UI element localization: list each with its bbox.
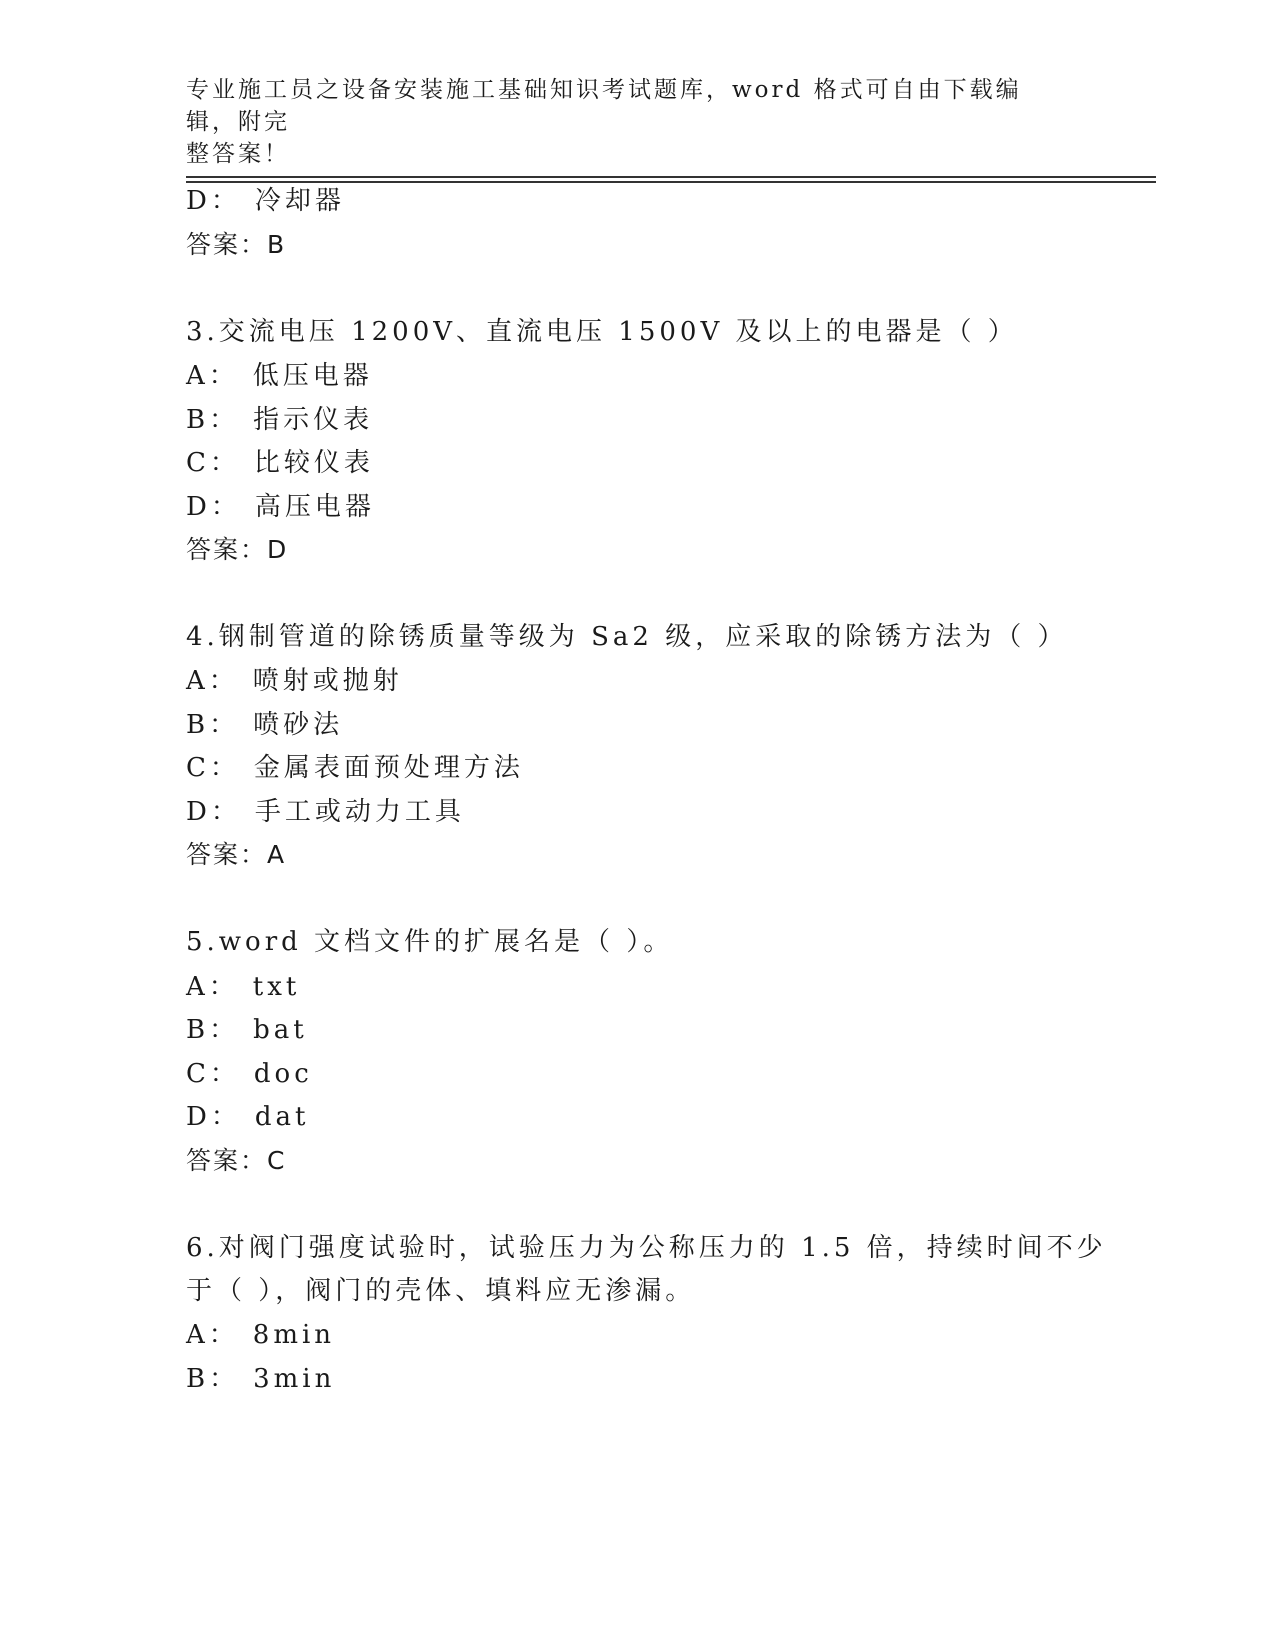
option-text: 高压电器	[254, 492, 375, 522]
q6-question-line-2: 于（ ），阀门的壳体、填料应无渗漏。	[186, 1276, 696, 1306]
q3-question: 3.交流电压 1200V、直流电压 1500V 及以上的电器是（ ）	[186, 317, 1018, 347]
option-letter: B：	[186, 1015, 240, 1045]
q3-option-c	[186, 446, 374, 480]
document-header	[186, 74, 1066, 170]
q6-question-line-1: 6.对阀门强度试验时，试验压力为公称压力的 1.5 倍，持续时间不少	[186, 1233, 1107, 1263]
option-letter: A：	[186, 972, 239, 1002]
q5-option-d	[186, 1100, 309, 1134]
option-text: 金属表面预处理方法	[253, 753, 524, 783]
header-divider-bottom	[186, 181, 1156, 183]
q5-option-b	[186, 1013, 308, 1047]
q2-option-d	[186, 184, 345, 218]
option-text: 比较仪表	[253, 448, 374, 478]
q4-answer: 答案：A	[186, 840, 287, 869]
q4-option-b	[186, 708, 343, 742]
q4-option-c	[186, 751, 524, 785]
option-text: 8min	[252, 1320, 336, 1350]
q4-option-d	[186, 795, 465, 829]
option-text: 喷砂法	[253, 710, 344, 740]
q6-option-a	[186, 1318, 335, 1352]
option-letter: A：	[186, 361, 239, 391]
option-letter: A：	[186, 666, 239, 696]
option-letter: D：	[186, 1102, 241, 1132]
option-text: dat	[254, 1102, 310, 1132]
option-text: 冷却器	[254, 186, 345, 216]
option-letter: B：	[186, 1364, 240, 1394]
option-text: 3min	[253, 1364, 336, 1394]
option-text: 指示仪表	[253, 405, 374, 435]
header-line-2: 整答案！	[186, 141, 290, 167]
q5-option-c	[186, 1057, 313, 1091]
option-text: bat	[253, 1015, 308, 1045]
option-letter: D：	[186, 186, 241, 216]
option-text: 喷射或抛射	[252, 666, 403, 696]
option-text: txt	[252, 972, 301, 1002]
option-letter: A：	[186, 1320, 239, 1350]
option-text: 低压电器	[252, 361, 373, 391]
header-divider-top	[186, 176, 1156, 178]
q3-option-d	[186, 490, 375, 524]
q4-option-a	[186, 664, 403, 698]
q5-answer: 答案：C	[186, 1146, 287, 1175]
option-letter: C：	[186, 753, 240, 783]
option-text: doc	[253, 1059, 313, 1089]
option-letter: B：	[186, 710, 240, 740]
q3-option-a	[186, 359, 373, 393]
option-letter: D：	[186, 797, 241, 827]
option-letter: C：	[186, 1059, 240, 1089]
q3-answer: 答案：D	[186, 535, 289, 564]
header-line-1: 专业施工员之设备安装施工基础知识考试题库，word 格式可自由下载编辑，附完	[186, 77, 1022, 135]
q5-question: 5.word 文档文件的扩展名是（ ）。	[186, 927, 674, 957]
q3-option-b	[186, 403, 373, 437]
q6-option-b	[186, 1362, 335, 1396]
option-text: 手工或动力工具	[254, 797, 465, 827]
q4-question: 4.钢制管道的除锈质量等级为 Sa2 级，应采取的除锈方法为（ ）	[186, 622, 1068, 652]
option-letter: B：	[186, 405, 240, 435]
option-letter: D：	[186, 492, 241, 522]
q2-answer: 答案：B	[186, 230, 287, 259]
option-letter: C：	[186, 448, 240, 478]
q5-option-a	[186, 970, 300, 1004]
